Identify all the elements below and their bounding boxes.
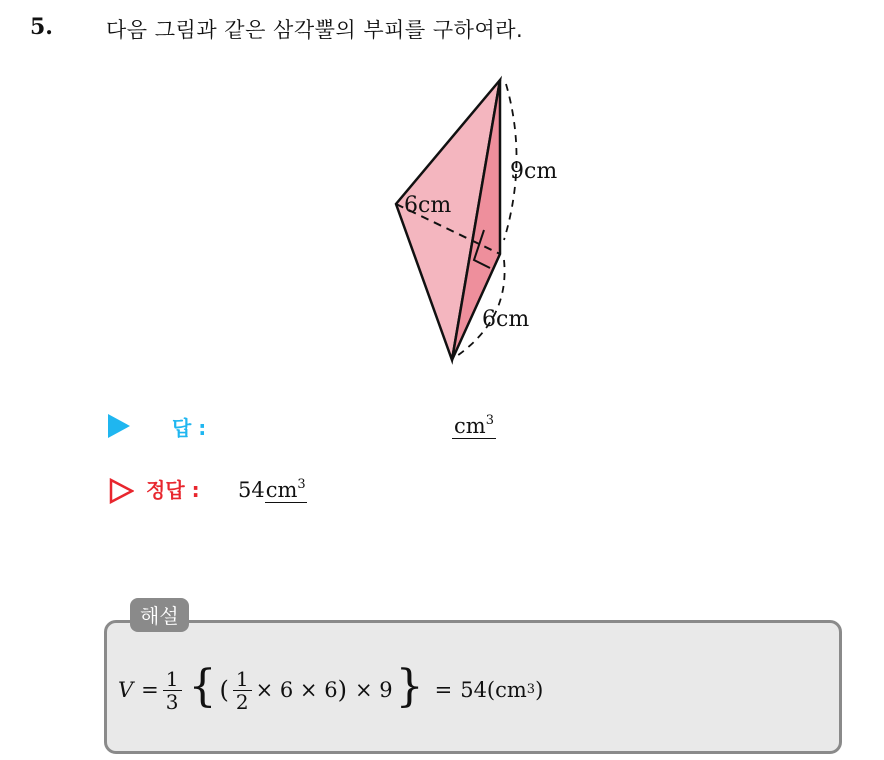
formula-mid: × 6 × 6 bbox=[255, 678, 338, 702]
solution-row bbox=[108, 472, 608, 506]
frac2-den: 2 bbox=[235, 689, 249, 714]
formula-frac-one-third bbox=[163, 668, 182, 713]
frac2-num: 1 bbox=[233, 668, 252, 691]
label-base-bottom: 6cm bbox=[482, 307, 530, 332]
solution-unit-exp: 3 bbox=[297, 477, 306, 492]
formula-eq2: = bbox=[434, 678, 453, 702]
formula-eq1: = bbox=[141, 678, 159, 702]
solution-unit: cm bbox=[265, 478, 298, 502]
answer-arrow-icon bbox=[108, 414, 130, 438]
label-base-top: 6cm bbox=[404, 193, 452, 218]
answer-input-blank[interactable] bbox=[452, 414, 496, 439]
formula-times9: × 9 bbox=[354, 678, 393, 702]
solution-label: 정답 : bbox=[146, 478, 200, 502]
formula-paren-close: ) bbox=[337, 676, 347, 704]
solution-value-line bbox=[238, 478, 307, 502]
formula-paren-open: ( bbox=[219, 676, 229, 704]
formula-frac-one-half bbox=[233, 668, 252, 713]
explanation-formula: V = $\frac{1}{3}$ { ( $\frac{1}{2}$ × 6 × 6 ) × 9 } = 54(cm 3 ) bbox=[118, 661, 544, 714]
answer-unit: cm bbox=[454, 414, 486, 438]
answer-row bbox=[108, 410, 608, 444]
formula-result-close: ) bbox=[535, 678, 544, 702]
explanation-tag: 해설 bbox=[130, 598, 189, 632]
formula-brace-close: } bbox=[395, 661, 424, 712]
solution-unit-wrap bbox=[265, 478, 307, 503]
formula-result: 54(cm bbox=[460, 678, 527, 702]
answer-label: 답 : bbox=[172, 416, 207, 440]
formula-brace-open: { bbox=[188, 661, 217, 712]
solution-arrow-icon bbox=[108, 478, 134, 504]
question-text: 다음 그림과 같은 삼각뿔의 부피를 구하여라. bbox=[106, 18, 524, 42]
frac1-num: 1 bbox=[163, 668, 182, 691]
answer-unit-exp: 3 bbox=[485, 413, 494, 428]
question-number: 5. bbox=[30, 14, 53, 40]
pyramid-figure bbox=[360, 70, 580, 370]
frac1-den: 3 bbox=[165, 689, 179, 714]
solution-value: 54 bbox=[238, 478, 265, 502]
formula-lhs: V bbox=[118, 678, 134, 702]
pyramid-diagram bbox=[360, 70, 580, 370]
label-height: 9cm bbox=[510, 159, 558, 184]
